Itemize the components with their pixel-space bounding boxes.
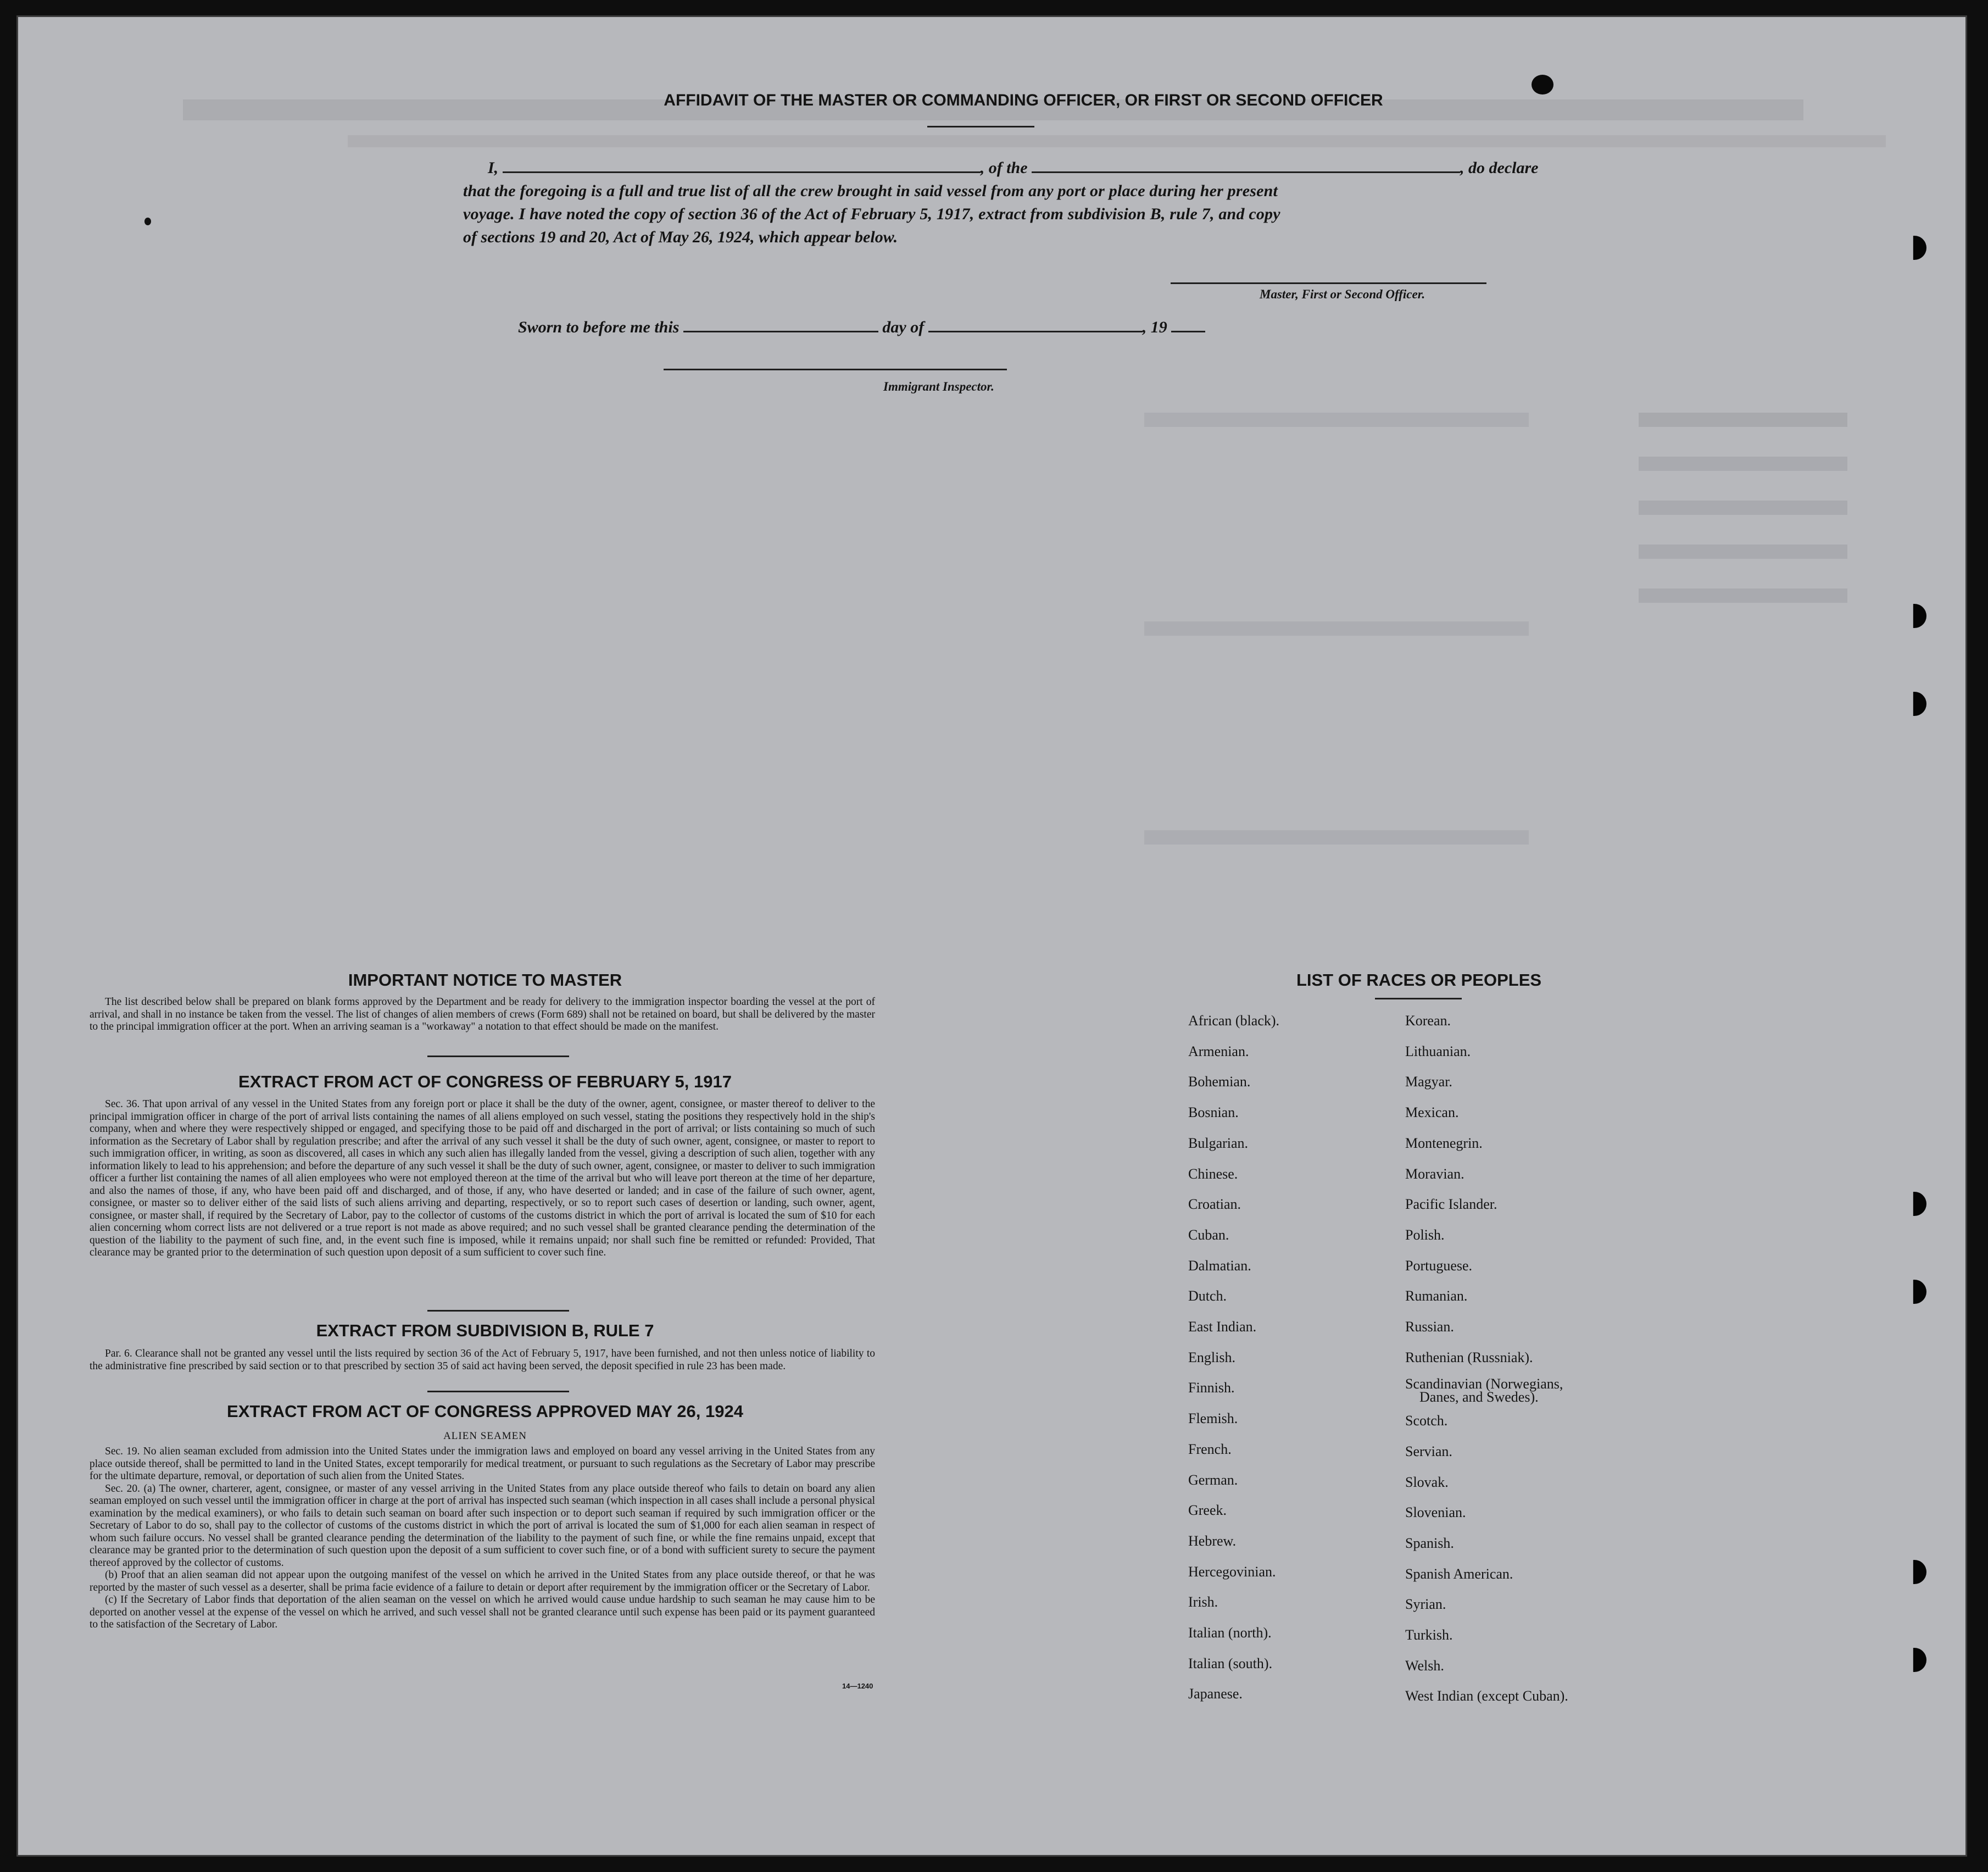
sworn-year-text: , 19 <box>1142 318 1167 336</box>
punch-hole-icon <box>1902 1560 1926 1584</box>
extract-1917-paragraph: Sec. 36. That upon arrival of any vessel in the United States from any foreign port or place it shall be the duty of the owner, agent, consignee, or master thereof to deliver to the principal immigration officer in charge of the port of arrival lists containing the names of all aliens employed on such vessel, stating the positions they respectively hold in the ship's company, when and where they were respectively shipped or engaged, and specifying those to be paid off and discharged in the port of arrival; or lists containing so much of such information as the Secretary of Labor shall by regulation prescribe; and after the arrival of any such vessel it shall be the duty of such owner, agent, consignee, or master to report to such immigration officer, in writing, as soon as discovered, all cases in which any such alien has illegally landed from the vessel, giving a description of such alien, together with any information likely to lead to his apprehension; and before the departure of any such vessel it shall be the duty of such owner, agent, consignee, or master to deliver to such immigration officer a further list containing the names of all alien employees who were not employed thereon at the time of the arrival but who will leave port thereon at the time of her departure, and also the names of those, if any, who have been paid off and discharged, and of those, if any, who have deserted or landed; and in case of the failure of such owner, agent, consignee, or master so to deliver either of the said lists of such aliens arriving and departing, respectively, or so to report such cases of desertion or landing, such owner, agent, consignee, or master shall, if required by the Secretary of Labor, pay to the collector of customs of the customs district in which the port of arrival is located the sum of $10 for each alien concerning whom correct lists are not delivered or a true report is not made as above required; and no such vessel shall be granted clearance pending the determination of the question of the liability to the payment of such fine, and, in the event such fine is imposed, while it remains unpaid; nor shall such fine be remitted or refunded: Provided, That clearance may be granted prior to the determination of such question upon deposit of a sum sufficient to cover such fine. <box>90 1098 875 1258</box>
affidavit-text-of-the: , of the <box>980 159 1028 177</box>
extract-1924-body <box>90 1446 875 1631</box>
inspector-label: Immigrant Inspector. <box>883 380 994 393</box>
race-item: Chinese. <box>1188 1165 1238 1182</box>
affidavit-text-declare: , do declare <box>1460 159 1539 177</box>
notice-title: IMPORTANT NOTICE TO MASTER <box>348 970 622 990</box>
race-item: Welsh. <box>1405 1657 1444 1674</box>
punch-hole-icon <box>1902 1192 1926 1216</box>
race-item: Hercegovinian. <box>1188 1563 1276 1580</box>
sworn-line <box>518 318 1205 337</box>
affidavit-line-3: voyage. I have noted the copy of section 36 of the Act of February 5, 1917, extract from subdivision B, rule 7, and copy <box>463 205 1280 223</box>
sworn-month-blank-field[interactable] <box>928 330 1143 332</box>
punch-hole-icon <box>1902 236 1926 260</box>
race-item: Croatian. <box>1188 1196 1241 1213</box>
race-item: French. <box>1188 1441 1232 1457</box>
notice-body <box>90 996 875 1034</box>
race-item: Scandinavian (Norwegians, Danes, and Swedes). <box>1405 1376 1563 1406</box>
sworn-day-blank-field[interactable] <box>683 330 878 332</box>
vessel-blank-field[interactable] <box>1032 171 1460 173</box>
extract-1924-title: EXTRACT FROM ACT OF CONGRESS APPROVED MAY 26, 1924 <box>227 1402 743 1421</box>
race-item: Armenian. <box>1188 1043 1249 1059</box>
race-item: Scotch. <box>1405 1413 1448 1429</box>
race-item: English. <box>1188 1349 1235 1365</box>
race-item: Lithuanian. <box>1405 1043 1471 1059</box>
race-item: Rumanian. <box>1405 1288 1468 1304</box>
race-item: Syrian. <box>1405 1596 1446 1613</box>
race-item: Cuban. <box>1188 1226 1229 1243</box>
affidavit-line-4: of sections 19 and 20, Act of May 26, 1924, which appear below. <box>463 228 898 246</box>
punch-hole-icon <box>1902 604 1926 628</box>
race-item: Pacific Islander. <box>1405 1196 1497 1213</box>
race-item: Bohemian. <box>1188 1074 1251 1090</box>
extract-1924-subtitle: ALIEN SEAMEN <box>443 1430 527 1442</box>
race-item: African (black). <box>1188 1013 1280 1029</box>
affidavit-text-i: I, <box>488 159 499 177</box>
race-item: West Indian (except Cuban). <box>1405 1688 1568 1704</box>
sworn-day-of-text: day of <box>882 318 925 336</box>
section-divider <box>427 1391 569 1392</box>
extract-1924-sec20c: (c) If the Secretary of Labor finds that deportation of the alien seaman on the vessel on which he arrived would cause undue hardship to such seaman he may cause him to be deported on another vessel at the expense of the vessel on which he arrived, and such vessel shall not be granted clearance until such expense has been paid or its payment guaranteed to the satisfaction of the Secretary of Labor. <box>90 1594 875 1630</box>
affidavit-title: AFFIDAVIT OF THE MASTER OR COMMANDING OFFICER, OR FIRST OR SECOND OFFICER <box>664 91 1383 109</box>
race-item: East Indian. <box>1188 1319 1257 1335</box>
race-item: Magyar. <box>1405 1074 1452 1090</box>
punch-hole-icon <box>1902 1280 1926 1304</box>
sworn-year-blank-field[interactable] <box>1171 330 1205 332</box>
race-item: Russian. <box>1405 1319 1454 1335</box>
section-divider <box>427 1310 569 1312</box>
extract-1924-sec19: Sec. 19. No alien seaman excluded from admission into the United States under the immigration laws and employed on board any vessel arriving in the United States from any place outside thereof, shall be permitted to land in the United States, except temporarily for medical treatment, or pursuant to such regulations as the Secretary of Labor may prescribe for the ultimate departure, removal, or deportation of such alien from the United States. <box>90 1446 875 1482</box>
race-item: Ruthenian (Russniak). <box>1405 1349 1533 1365</box>
race-item: Italian (north). <box>1188 1625 1272 1641</box>
race-item: Slovak. <box>1405 1474 1449 1490</box>
race-item: German. <box>1188 1471 1238 1488</box>
race-item: Turkish. <box>1405 1627 1453 1643</box>
notice-paragraph: The list described below shall be prepared on blank forms approved by the Department and be ready for delivery to the immigration inspector boarding the vessel at the port of arrival, and shall in no instance be taken from the vessel. The list of changes of alien members of crews (Form 689) shall not be retained on board, but shall be delivered by the master to the principal immigration officer at the port. When an arriving seaman is a "workaway" a notation to that effect should be made on the manifest. <box>90 996 875 1032</box>
races-title: LIST OF RACES OR PEOPLES <box>1296 970 1542 990</box>
race-item: Portuguese. <box>1405 1257 1473 1274</box>
race-item: Irish. <box>1188 1594 1218 1610</box>
race-item: Korean. <box>1405 1013 1451 1029</box>
master-signature-line[interactable] <box>1171 282 1486 284</box>
race-item: Greek. <box>1188 1502 1227 1519</box>
punch-hole-icon <box>1902 1648 1926 1672</box>
race-item: Italian (south). <box>1188 1655 1273 1671</box>
sworn-text: Sworn to before me this <box>518 318 680 336</box>
race-item: Japanese. <box>1188 1686 1243 1702</box>
section-divider <box>427 1056 569 1057</box>
extract-1924-sec20b: (b) Proof that an alien seaman did not appear upon the outgoing manifest of the vessel on which he arrived in the United States from any place outside thereof, or that he was reported by the master of such vessel as a deserter, shall be prima facie evidence of a failure to detain or deport after requirement by the immigration officer or the Secretary of Labor. <box>90 1569 875 1593</box>
extract-1917-body <box>90 1098 875 1259</box>
race-item: Hebrew. <box>1188 1532 1237 1549</box>
extract-rule7-paragraph: Par. 6. Clearance shall not be granted any vessel until the lists required by section 36 of the Act of February 5, 1917, have been furnished, and not then unless notice of liability to the administrative fine prescribed by said section or to that prescribed by section 35 of said act having been served, the deposit specified in rule 23 has been made. <box>90 1348 875 1372</box>
race-item: Servian. <box>1405 1443 1452 1459</box>
affidavit-line-1 <box>488 159 1538 177</box>
extract-1924-sec20a: Sec. 20. (a) The owner, charterer, agent, consignee, or master of any vessel arriving in the United States from any place outside thereof who fails to detain on board any alien seaman employed on such vessel until the immigration officer in charge at the port of arrival has inspected such seaman (which inspection in all cases shall include a personal physical examination by the medical examiners), or who fails to detain such seaman on board after such inspection or to deport such seaman if required by such immigration officer or the Secretary of Labor to do so, shall pay to the collector of customs of the customs district in which the port of arrival is located the sum of $1,000 for each alien seaman in respect of whom such failure occurs. No vessel shall be granted clearance pending the determination of the liability to the payment of such fine, or while the fine remains unpaid, except that clearance may be granted prior to the determination of such question upon the deposit of a sum sufficient to cover such fine, or of a bond with sufficient surety to secure the payment thereof approved by the collector of customs. <box>90 1482 875 1569</box>
name-blank-field[interactable] <box>503 171 981 173</box>
races-title-rule <box>1375 998 1462 999</box>
race-item: Bosnian. <box>1188 1104 1239 1121</box>
race-item: Slovenian. <box>1405 1504 1466 1521</box>
inspector-signature-line[interactable] <box>664 369 1007 370</box>
extract-1917-title: EXTRACT FROM ACT OF CONGRESS OF FEBRUARY 5, 1917 <box>238 1072 732 1091</box>
extract-rule7-title: EXTRACT FROM SUBDIVISION B, RULE 7 <box>316 1321 654 1340</box>
race-item: Mexican. <box>1405 1104 1459 1121</box>
race-item: Dalmatian. <box>1188 1257 1251 1274</box>
ink-blot-icon <box>1532 75 1553 95</box>
race-item: Polish. <box>1405 1226 1445 1243</box>
affidavit-line-2: that the foregoing is a full and true list of all the crew brought in said vessel from any port or place during her present <box>463 182 1278 200</box>
ink-blot-icon <box>144 218 151 225</box>
master-signature-label: Master, First or Second Officer. <box>1260 287 1425 301</box>
race-item: Bulgarian. <box>1188 1135 1249 1151</box>
form-number: 14—1240 <box>842 1682 873 1690</box>
race-item: Spanish American. <box>1405 1565 1513 1582</box>
race-item: Dutch. <box>1188 1288 1227 1304</box>
extract-rule7-body <box>90 1348 875 1373</box>
race-item: Spanish. <box>1405 1535 1454 1551</box>
race-item: Finnish. <box>1188 1380 1235 1396</box>
race-item: Moravian. <box>1405 1165 1464 1182</box>
punch-hole-icon <box>1902 692 1926 716</box>
race-item: Montenegrin. <box>1405 1135 1483 1151</box>
affidavit-title-rule <box>927 126 1034 127</box>
document-page <box>16 15 1967 1857</box>
race-item: Flemish. <box>1188 1410 1238 1427</box>
